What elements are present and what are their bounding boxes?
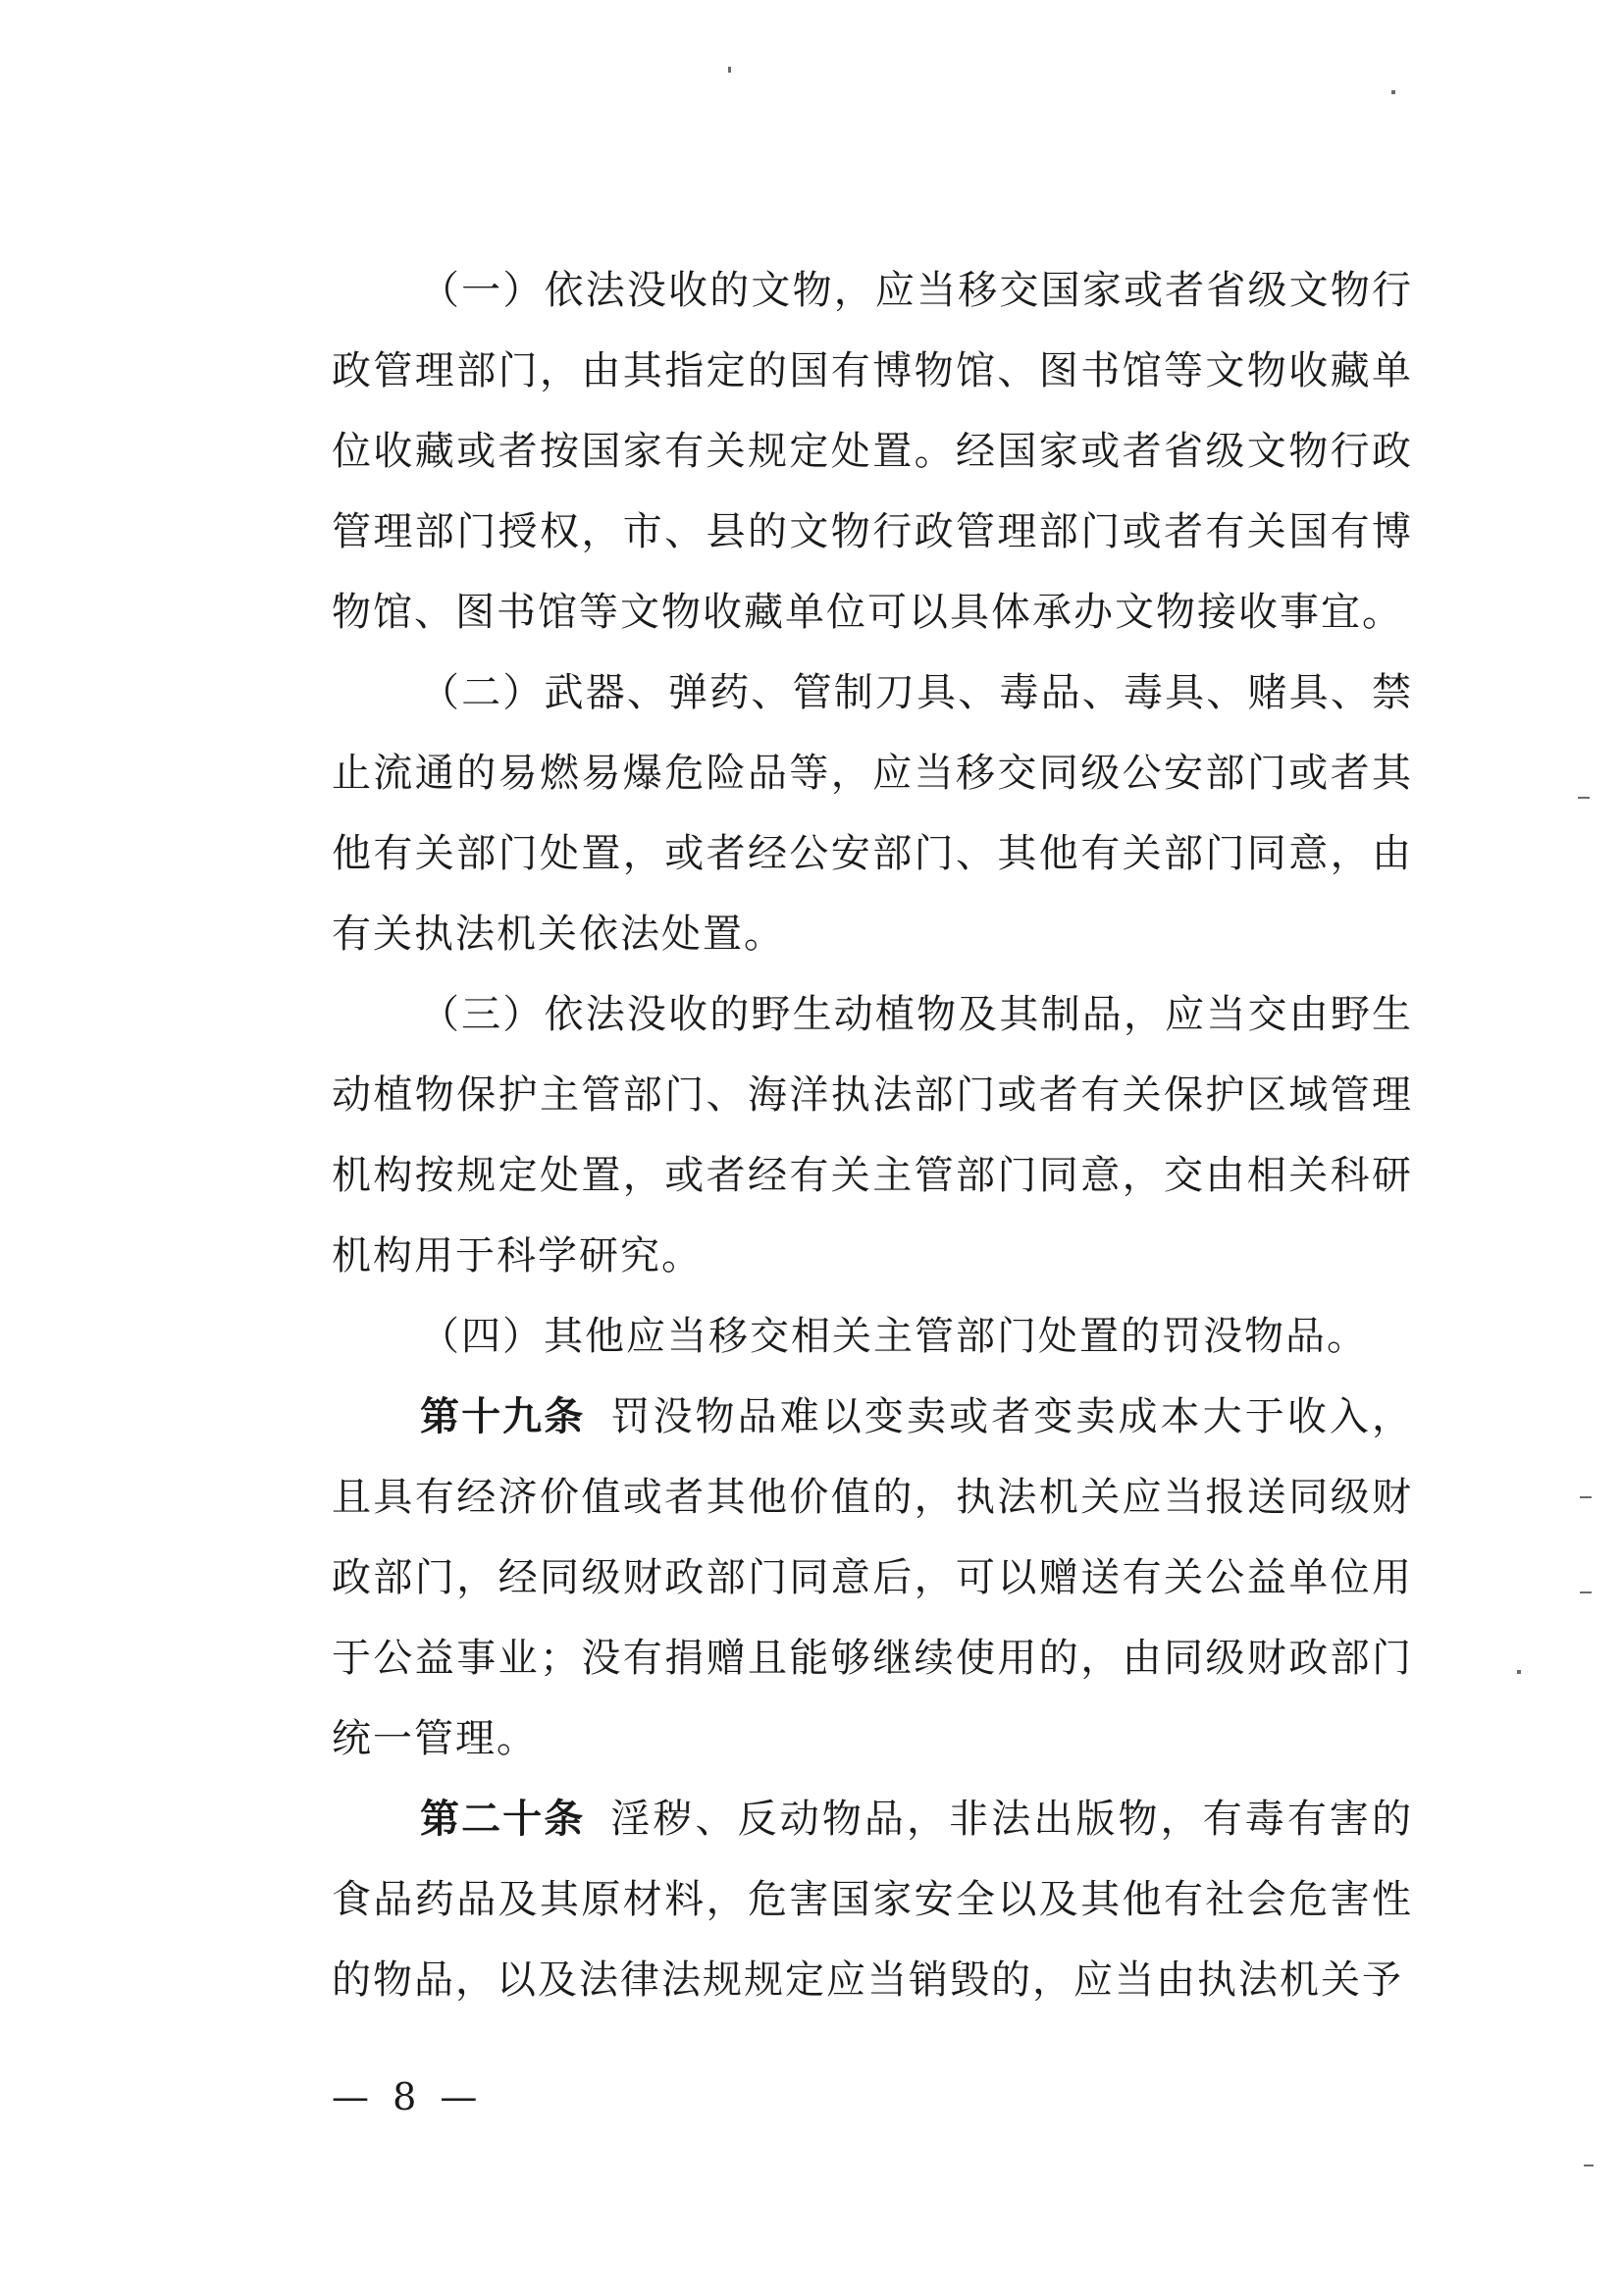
scan-speck: [1584, 2165, 1594, 2166]
scan-speck: [1517, 1670, 1521, 1674]
article-text: 罚没物品难以变卖或者变卖成本大于收入，且具有经济价值或者其他价值的，执法机关应当报送同级财政部门，经同级财政部门同意后，可以赠送有关公益单位用于公益事业；没有捐赠且能够继续使用的，由同级财政部门统一管理。: [332, 1394, 1414, 1761]
document-body: [332, 250, 1413, 2020]
article-19: [332, 1377, 1413, 1779]
scan-speck: [1391, 90, 1395, 94]
page-number: — 8 —: [332, 2075, 484, 2118]
article-number: 第十九条: [420, 1394, 586, 1439]
paragraph-text: （三）依法没收的野生动植物及其制品，应当交由野生动植物保护主管部门、海洋执法部门或者有关保护区域管理机构按规定处置，或者经有关主管部门同意，交由相关科研机构用于科学研究。: [332, 992, 1413, 1278]
scan-speck: [1580, 1592, 1592, 1593]
article-number: 第二十条: [420, 1797, 586, 1842]
article-20: [332, 1779, 1413, 2020]
scan-speck: [1580, 1496, 1592, 1498]
paragraph-text: （四）其他应当移交相关主管部门处置的罚没物品。: [420, 1314, 1368, 1359]
scan-speck: [728, 67, 731, 73]
paragraph-item-4: [332, 1296, 1413, 1377]
article-text: 淫秽、反动物品，非法出版物，有毒有害的食品药品及其原材料，危害国家安全以及其他有社会危害性的物品，以及法律法规规定应当销毁的，应当由执法机关予: [332, 1797, 1414, 2003]
paragraph-text: （一）依法没收的文物，应当移交国家或者省级文物行政管理部门，由其指定的国有博物馆、图书馆等文物收藏单位收藏或者按国家有关规定处置。经国家或者省级文物行政管理部门授权，市、县的文物行政管理部门或者有关国有博物馆、图书馆等文物收藏单位可以具体承办文物接收事宜。: [332, 268, 1413, 635]
paragraph-item-3: [332, 974, 1413, 1296]
paragraph-item-1: [332, 250, 1413, 652]
paragraph-text: （二）武器、弹药、管制刀具、毒品、毒具、赌具、禁止流通的易燃易爆危险品等，应当移交同级公安部门或者其他有关部门处置，或者经公安部门、其他有关部门同意，由有关执法机关依法处置。: [332, 670, 1413, 957]
scan-speck: [1578, 797, 1590, 799]
paragraph-item-2: [332, 652, 1413, 974]
